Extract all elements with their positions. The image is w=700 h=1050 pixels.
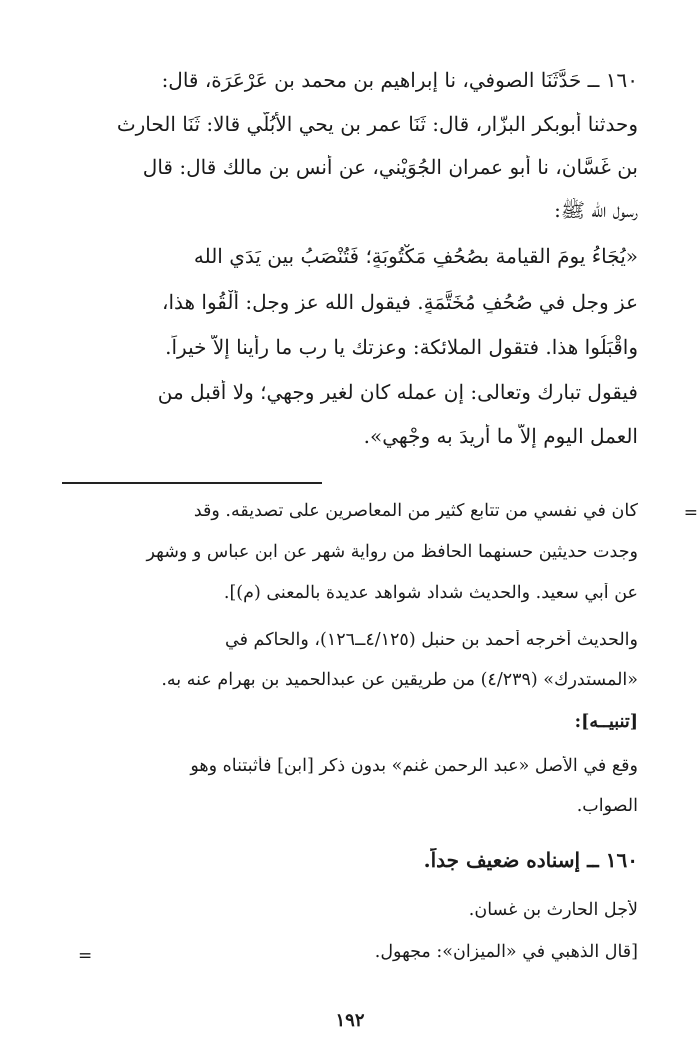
- page-number: ١٩٢: [335, 1010, 365, 1031]
- footnote-line-7: الصواب.: [576, 796, 638, 816]
- grading-continuation-mark: =: [78, 946, 93, 966]
- main-line-4: رسول الله ﷺ:: [554, 198, 638, 222]
- main-line-7: واقْبَلُوا هذا. فتقول الملائكة: وعزتك يا رب ما رأينا إلاّ خيراً.: [165, 335, 638, 359]
- grading-line-1: لأجل الحارث بن غسان.: [468, 900, 638, 920]
- footnote-line-3: عن أبي سعيد. والحديث شداد شواهد عديدة بالمعنى (م)].: [223, 583, 638, 603]
- footnote-line-2: وجدت حديثين حسنهما الحافظ من رواية شهر عن ابن عباس و وشهر: [146, 542, 638, 562]
- footnote-continuation-mark: =: [683, 503, 698, 523]
- main-line-3: بن غَسَّان، نا أبو عمران الجُوَيْني، عن أنس بن مالك قال: قال: [142, 155, 638, 179]
- footnote-notice-heading: [تنبيــه]:: [574, 712, 638, 732]
- footnote-line-4: والحديث أخرجه أحمد بن حنبل (٤/١٢٥ــ١٢٦)، والحاكم في: [225, 630, 638, 650]
- footnote-line-1: كان في نفسي من تتابع كثير من المعاصرين على تصديقه. وقد: [193, 501, 638, 521]
- main-line-5: «يُجَاءُ يومَ القيامة بصُحُفٍ مَكْتُوبَةٍ؛ فَتُنْصَبُ بين يَدَي الله: [193, 244, 638, 268]
- footnote-line-6: وقع في الأصل «عبد الرحمن غنم» بدون ذكر [ابن] فأثبتناه وهو: [190, 756, 638, 776]
- main-line-1: ١٦٠ ــ حَدَّثَنَا الصوفي، نا إبراهيم بن محمد بن عَرْعَرَة، قال:: [161, 68, 638, 92]
- main-line-6: عز وجل في صُحُفٍ مُخَتَّمَةٍ. فيقول الله عز وجل: أَلْقُوا هذا،: [162, 290, 638, 314]
- footnote-line-5: «المستدرك» (٤/٢٣٩) من طريقين عن عبدالحميد بن بهرام عنه به.: [161, 670, 638, 690]
- main-line-9: العمل اليوم إلاّ ما أُرِيدَ به وجْهِي».: [363, 424, 638, 448]
- footnote-separator: [62, 482, 322, 484]
- grading-line-2: [قال الذهبي في «الميزان»: مجهول.: [374, 942, 638, 962]
- main-line-8: فيقول تبارك وتعالى: إن عمله كان لغير وجهي؛ ولا أقبل من: [157, 380, 638, 404]
- main-line-2: وحدثنا أبوبكر البزّار، قال: ثَنَا عمر بن يحي الأَبُلّي قالا: ثَنَا الحارث: [116, 112, 638, 136]
- grading-heading: ١٦٠ ــ إسناده ضعيف جداً.: [423, 848, 638, 872]
